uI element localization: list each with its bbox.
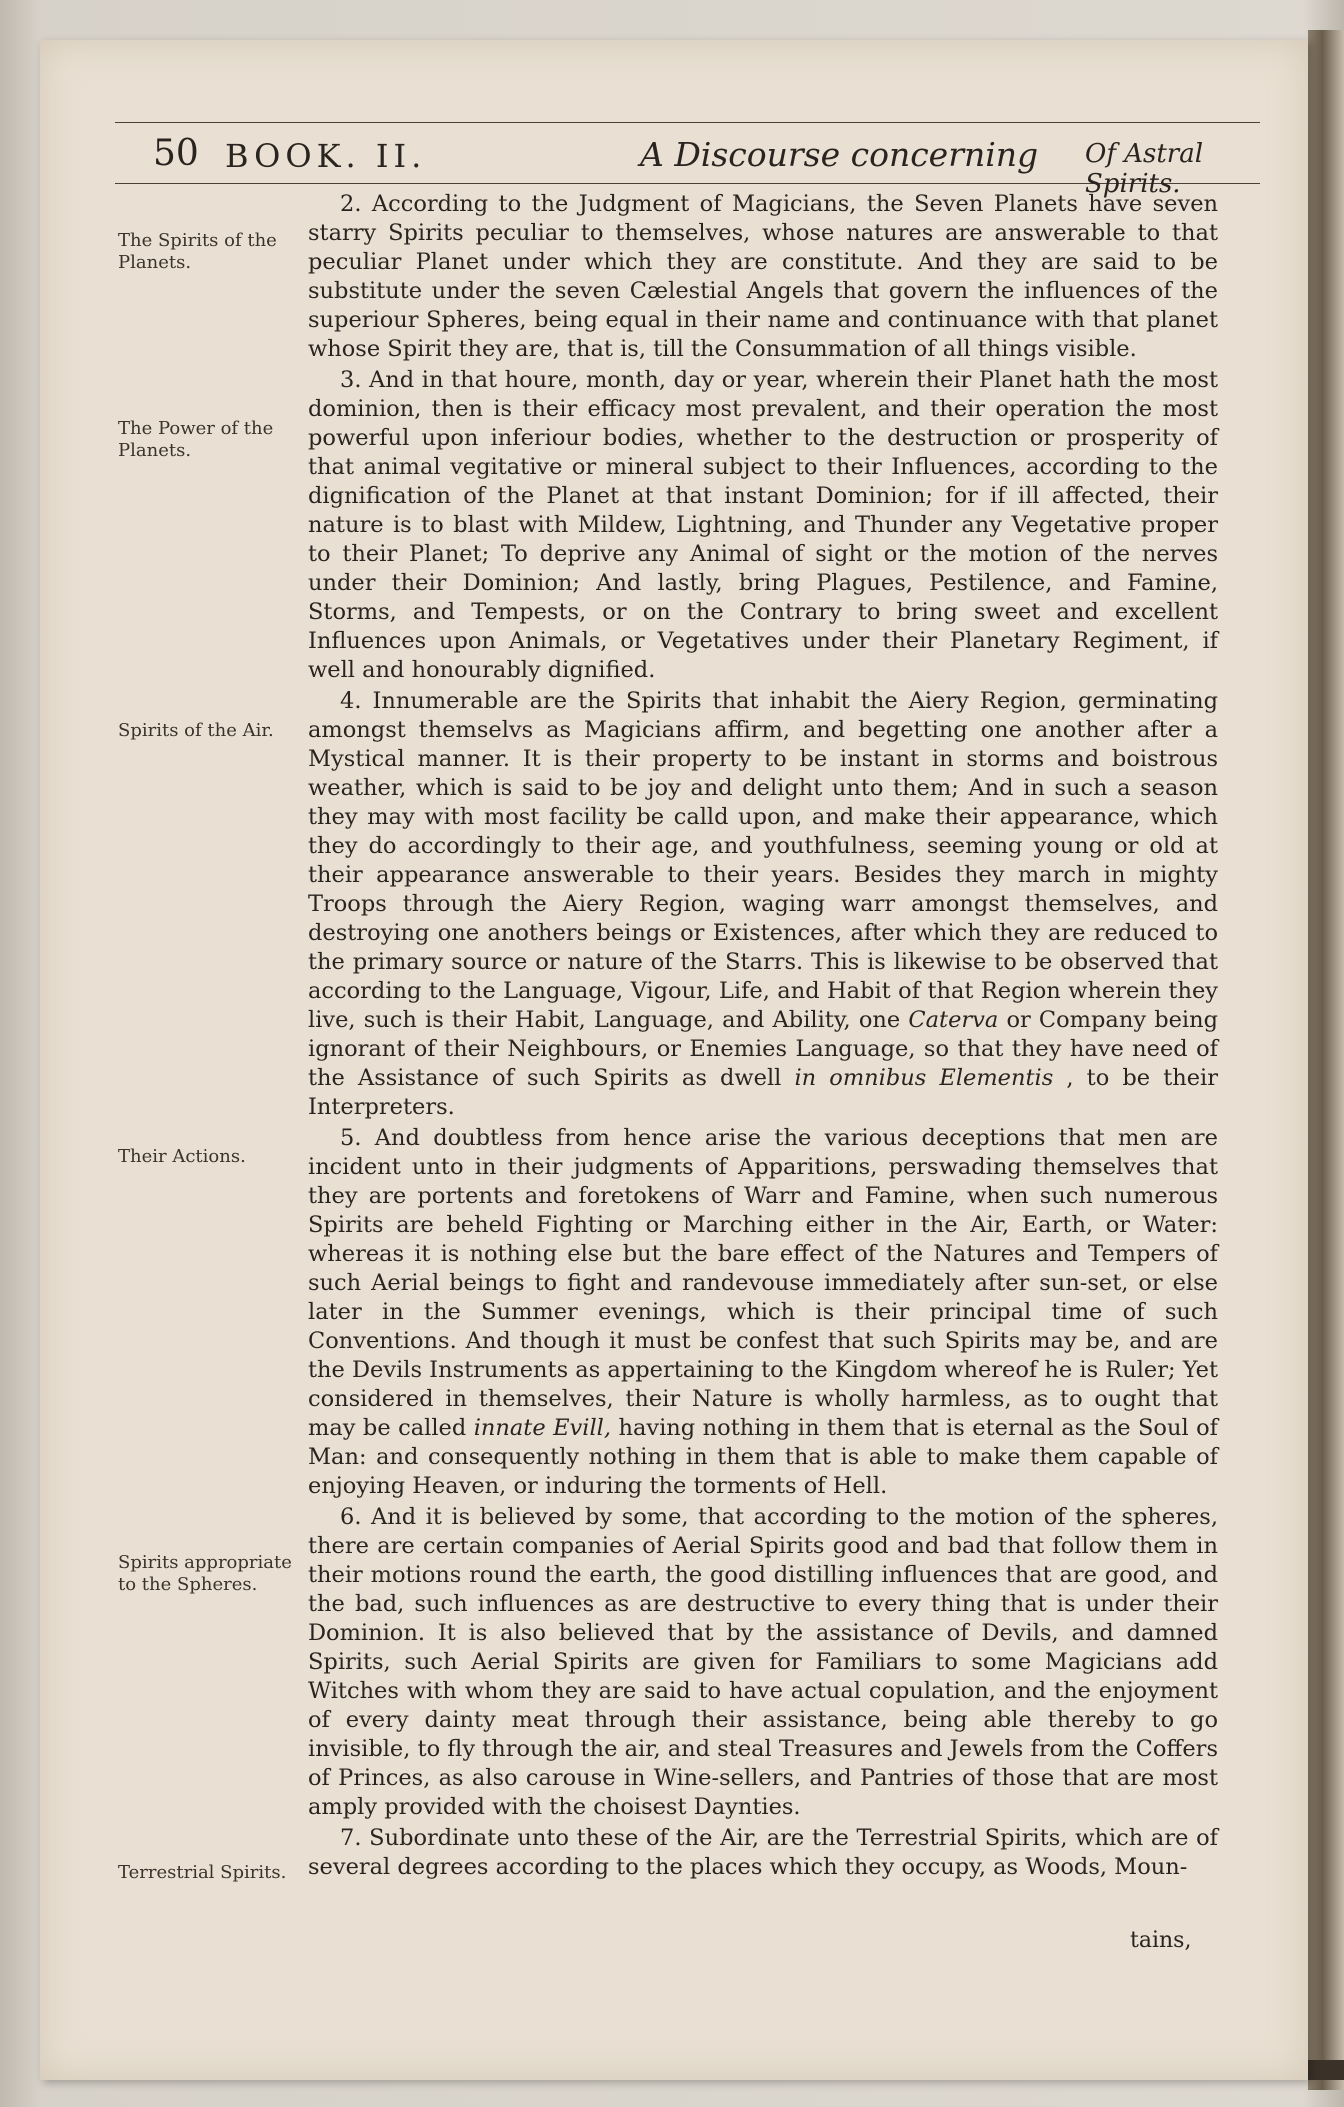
paragraph-7 — [308, 1824, 1218, 1882]
margin-note: Spirits of the Air. — [118, 720, 274, 741]
paragraph-text: 4. Innumerable are the Spirits that inhabit the Aiery Region, germinating amongst themselvs as Magicians affirm, and begetting one another after a Mystical manner. It is their property to be instant in storms and boistrous weather, which is said to be joy and delight unto them; And in such a season they may with most facility be calld upon, and make their appearance, which they do accordingly to their age, and youthfulness, seeming young or old at their appearance answerable to their years. Besides they march in mighty Troops through the Aiery Region, waging warr amongst themselves, and destroying one anothers beings or Existences, after which they are reduced to the primary source or nature of the Starrs. This is likewise to be observed that according to the Language, Vigour, Life, and Habit of that Region wherein they live, such is their Habit, Language, and Ability, one — [308, 688, 1218, 1033]
margin-note: Spirits appropriate to the Spheres. — [118, 1552, 292, 1595]
margin-note: The Spirits of the Planets. — [118, 230, 277, 273]
body-text — [308, 190, 1218, 1884]
paragraph-text: or Company being ignorant of their Neighbours, or Enemies Language, so that they have need of the Assistance of such Spirits as dwell — [308, 1007, 1219, 1091]
paragraph-5 — [308, 1124, 1218, 1501]
catchword: tains, — [1130, 1928, 1192, 1953]
book-spine-edge — [1308, 30, 1344, 2090]
paragraph-4 — [308, 687, 1218, 1122]
book-page — [40, 40, 1308, 2080]
paragraph-3 — [308, 366, 1218, 685]
paragraph-6 — [308, 1503, 1218, 1822]
margin-note: The Power of the Planets. — [118, 418, 274, 461]
italic-phrase: innate Evill, — [473, 1415, 612, 1441]
running-head: Of Astral Spirits. — [1085, 139, 1204, 199]
page-number: 50 — [153, 133, 199, 174]
italic-phrase: in omnibus Elementis — [794, 1065, 1054, 1091]
paragraph-2 — [308, 190, 1218, 364]
paragraph-text: 6. And it is believed by some, that according to the motion of the spheres, there are certain companies of Aerial Spirits good and bad that follow them in their motions round the earth, the good distilling influences that are good, and the bad, such influences as are destructive to every thing that is under their Dominion. It is also believed that by the assistance of Devils, and damned Spirits, such Aerial Spirits are given for Familiars to some Magicians add Witches with whom they are said to have actual copulation, and the enjoyment of every dainty meat through their assistance, being able thereby to go invisible, to fly through the air, and steal Treasures and Jewels from the Coffers of Princes, as also carouse in Wine-sellers, and Pantries of those that are most amply provided with the choisest Daynties. — [308, 1504, 1218, 1820]
paragraph-text: 7. Subordinate unto these of the Air, are the Terrestrial Spirits, which are of several degrees according to the places which they occupy, as Woods, Moun- — [308, 1825, 1218, 1880]
paragraph-text: 3. And in that houre, month, day or year, wherein their Planet hath the most dominion, then is their efficacy most prevalent, and their operation the most powerful upon inferiour bodies, whether to the destruction or prosperity of that animal vegitative or mineral subject to their Influences, according to the dignification of the Planet at that instant Dominion; for if ill affected, their nature is to blast with Mildew, Lightning, and Thunder any Vegetative proper to their Planet; To deprive any Animal of sight or the motion of the nerves under their Dominion; And lastly, bring Plagues, Pestilence, and Famine, Storms, and Tempests, or on the Contrary to bring sweet and excellent Influences upon Animals, or Vegetatives under their Planetary Regiment, if well and honourably dignified. — [308, 367, 1218, 683]
paragraph-text: 5. And doubtless from hence arise the various deceptions that men are incident unto in their judgments of Apparitions, perswading themselves that they are portents and foretokens of Warr and Famine, when such numerous Spirits are beheld Fighting or Marching either in the Air, Earth, or Water: whereas it is nothing else but the bare effect of the Natures and Tempers of such Aerial beings to fight and randevouse immediately after sun-set, or else later in the Summer evenings, which is their principal time of such Conventions. And though it must be confest that such Spirits may be, and are the Devils Instruments as appertaining to the Kingdom whereof he is Ruler; Yet considered in themselves, their Nature is wholly harmless, as to ought that may be called — [308, 1125, 1218, 1441]
paragraph-text: having nothing in them that is eternal as the Soul of Man: and consequently nothing in them that is able to make them capable of enjoying Heaven, or induring the torments of Hell. — [308, 1415, 1218, 1499]
book-label: BOOK. II. — [225, 137, 427, 175]
paragraph-text: 2. According to the Judgment of Magicians, the Seven Planets have seven starry Spirits peculiar to themselves, whose natures are answerable to that peculiar Planet under which they are constitute. And they are said to be substitute under the seven Cælestial Angels that govern the influences of the superiour Spheres, being equal in their name and continuance with that planet whose Spirit they are, that is, till the Consummation of all things visible. — [308, 191, 1218, 362]
page-header — [115, 122, 1260, 199]
italic-phrase: Caterva — [908, 1007, 999, 1033]
paragraph-text: , to be their Interpreters. — [308, 1065, 1219, 1120]
margin-note: Their Actions. — [118, 1146, 246, 1167]
header-title: A Discourse concerning — [640, 135, 1039, 174]
margin-note: Terrestrial Spirits. — [118, 1862, 287, 1883]
